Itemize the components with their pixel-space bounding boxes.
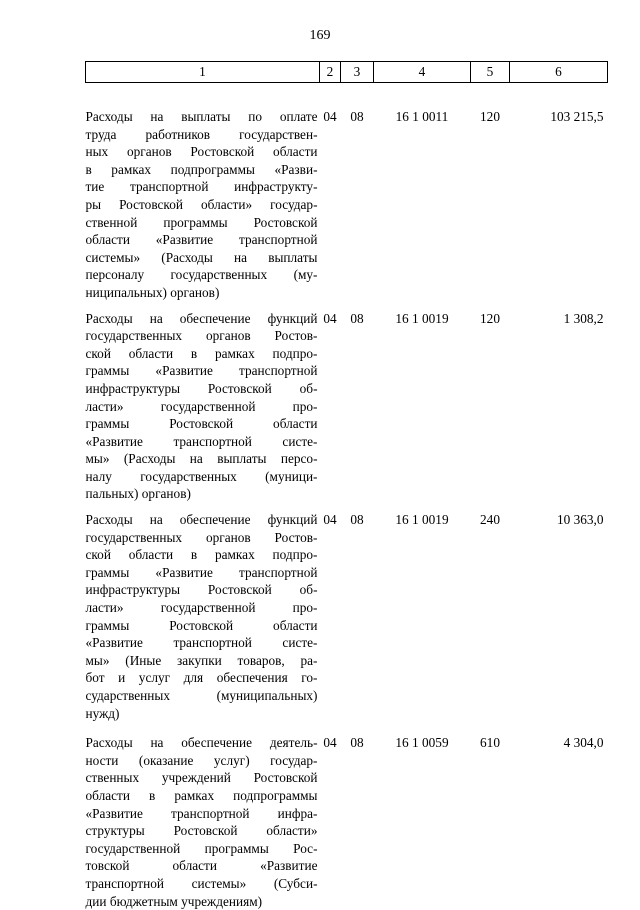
description-line: Расходы на обеспечение функций [86,310,318,328]
amount: 10 363,0 [510,503,608,722]
description-line: ности (оказание услуг) государ- [86,752,318,770]
subsection-code: 08 [341,503,374,722]
description-line: труда работников государствен- [86,126,318,144]
description-line: транспортной системы» (Субси- [86,875,318,893]
description-line: ласти» государственной про- [86,398,318,416]
description-line: тие транспортной инфраструкту- [86,178,318,196]
description-line: граммы Ростовской области [86,415,318,433]
description-line: ственной программы Ростовской [86,214,318,232]
description-line: граммы «Развитие транспортной [86,362,318,380]
description-line: ниципальных) органов) [86,284,318,302]
description-line: граммы «Развитие транспортной [86,564,318,582]
column-header: 5 [471,62,510,83]
expense-type-code: 120 [471,83,510,302]
target-item-code: 16 1 0019 [374,302,471,504]
description-line: ственных учреждений Ростовской [86,769,318,787]
description-line: нужд) [86,705,318,723]
column-header: 4 [374,62,471,83]
description-line: в рамках подпрограммы «Разви- [86,161,318,179]
column-header: 2 [320,62,341,83]
description-line: ры Ростовской области» государ- [86,196,318,214]
table-header-row [86,62,608,83]
description-line: товской области «Развитие [86,857,318,875]
description-line: инфраструктуры Ростовской об- [86,581,318,599]
table-body [86,83,608,910]
table-row [86,302,608,504]
description-line: структуры Ростовской области» [86,822,318,840]
amount: 103 215,5 [510,83,608,302]
description-line: персоналу государственных (му- [86,266,318,284]
expense-type-code: 240 [471,503,510,722]
target-item-code: 16 1 0059 [374,722,471,910]
description-line: пальных) органов) [86,485,318,503]
description-line: мы» (Иные закупки товаров, ра- [86,652,318,670]
description-line: Расходы на выплаты по оплате [86,108,318,126]
column-header: 1 [86,62,320,83]
description-line: области в рамках подпрограммы [86,787,318,805]
section-code: 04 [320,503,341,722]
expense-description [86,503,320,722]
description-line: государственных органов Ростов- [86,327,318,345]
description-line: ской области в рамках подпро- [86,345,318,363]
expense-type-code: 610 [471,722,510,910]
description-line: ных органов Ростовской области [86,143,318,161]
description-line: граммы Ростовской области [86,617,318,635]
expense-description [86,302,320,504]
table-row [86,83,608,302]
expense-description [86,722,320,910]
description-line: системы» (Расходы на выплаты [86,249,318,267]
description-line: области «Развитие транспортной [86,231,318,249]
column-header: 3 [341,62,374,83]
description-line: инфраструктуры Ростовской об- [86,380,318,398]
table-row [86,503,608,722]
description-line: ласти» государственной про- [86,599,318,617]
description-line: Расходы на обеспечение функций [86,511,318,529]
description-line: «Развитие транспортной систе- [86,634,318,652]
table-row [86,722,608,910]
description-line: налу государственных (муници- [86,468,318,486]
column-header: 6 [510,62,608,83]
description-line: Расходы на обеспечение деятель- [86,734,318,752]
subsection-code: 08 [341,83,374,302]
section-code: 04 [320,722,341,910]
description-line: бот и услуг для обеспечения го- [86,669,318,687]
expense-description [86,83,320,302]
section-code: 04 [320,83,341,302]
budget-table [85,61,608,910]
expense-type-code: 120 [471,302,510,504]
amount: 1 308,2 [510,302,608,504]
description-line: ской области в рамках подпро- [86,546,318,564]
description-line: «Развитие транспортной инфра- [86,805,318,823]
subsection-code: 08 [341,722,374,910]
description-line: мы» (Расходы на выплаты персо- [86,450,318,468]
description-line: государственных органов Ростов- [86,529,318,547]
subsection-code: 08 [341,302,374,504]
description-line: «Развитие транспортной систе- [86,433,318,451]
amount: 4 304,0 [510,722,608,910]
description-line: сударственных (муниципальных) [86,687,318,705]
description-line: дии бюджетным учреждениям) [86,893,318,910]
target-item-code: 16 1 0011 [374,83,471,302]
description-line: государственной программы Рос- [86,840,318,858]
section-code: 04 [320,302,341,504]
page-number: 169 [0,28,640,44]
target-item-code: 16 1 0019 [374,503,471,722]
